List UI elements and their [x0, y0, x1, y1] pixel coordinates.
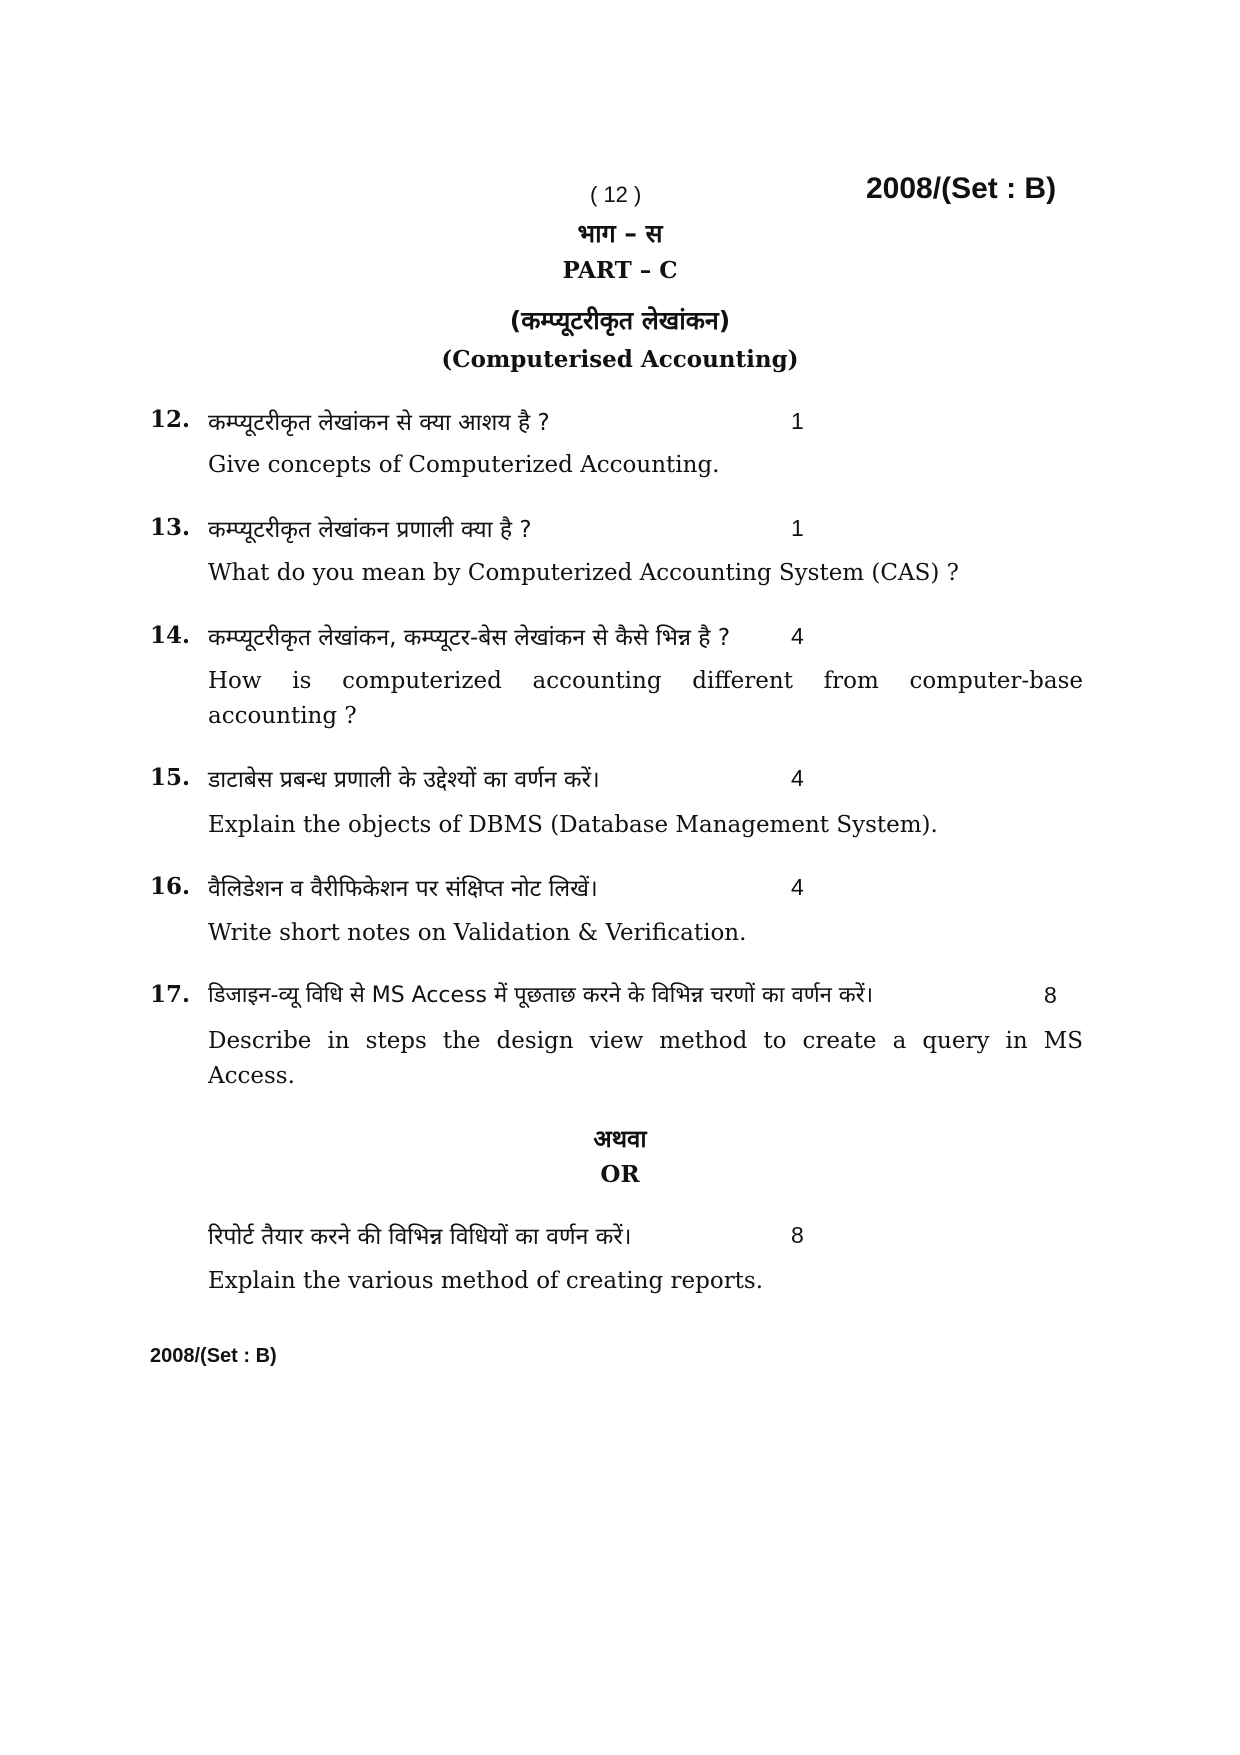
or-label-english: OR: [600, 1161, 640, 1188]
question-number: 13.: [150, 514, 191, 541]
question-text-hindi: कम्प्यूटरीकृत लेखांकन से क्या आशय है ?: [208, 410, 550, 436]
question-text-english-continued: Access.: [208, 1063, 295, 1089]
or-label-hindi: अथवा: [593, 1125, 647, 1153]
question-marks: 1: [791, 408, 804, 434]
question-text-english: Describe in steps the design view method to create a query in MS: [208, 1028, 1083, 1054]
set-code-header: 2008/(Set : B): [866, 172, 1057, 205]
question-text-hindi: डिजाइन-व्यू विधि से MS Access में पूछताछ करने के विभिन्न चरणों का वर्णन करें।: [208, 983, 874, 1008]
question-marks: 8: [1044, 982, 1057, 1008]
or-question-english: Explain the various method of creating reports.: [208, 1268, 764, 1294]
question-marks: 4: [791, 765, 804, 791]
subject-title-hindi: (कम्प्यूटरीकृत लेखांकन): [509, 306, 731, 335]
question-text-english: Give concepts of Computerized Accounting.: [208, 452, 720, 478]
question-marks: 4: [791, 874, 804, 900]
or-question-marks: 8: [791, 1222, 804, 1248]
question-number: 17.: [150, 981, 191, 1008]
question-text-english: What do you mean by Computerized Accounting System (CAS) ?: [208, 560, 959, 586]
question-number: 16.: [150, 873, 191, 900]
question-text-english-continued: accounting ?: [208, 703, 357, 729]
question-marks: 4: [791, 623, 804, 649]
question-text-hindi: डाटाबेस प्रबन्ध प्रणाली के उद्देश्यों का वर्णन करें।: [208, 767, 600, 793]
part-title-hindi: भाग – स: [577, 219, 663, 248]
question-marks: 1: [791, 515, 804, 541]
question-text-english: Explain the objects of DBMS (Database Management System).: [208, 812, 938, 838]
question-number: 12.: [150, 406, 191, 433]
question-text-hindi: कम्प्यूटरीकृत लेखांकन, कम्प्यूटर-बेस लेखांकन से कैसे भिन्न है ?: [208, 625, 731, 651]
question-text-hindi: कम्प्यूटरीकृत लेखांकन प्रणाली क्या है ?: [208, 517, 532, 543]
question-number: 14.: [150, 622, 191, 649]
subject-title-english: (Computerised Accounting): [441, 346, 799, 373]
set-code-footer: 2008/(Set : B): [150, 1345, 277, 1367]
question-text-english: Write short notes on Validation & Verification.: [208, 920, 747, 946]
question-number: 15.: [150, 764, 191, 791]
question-text-english: How is computerized accounting different from computer-base: [208, 668, 1083, 694]
page-number: ( 12 ): [590, 182, 642, 207]
or-question-hindi: रिपोर्ट तैयार करने की विभिन्न विधियों का वर्णन करें।: [208, 1224, 632, 1250]
part-title-english: PART – C: [562, 257, 678, 284]
question-text-hindi: वैलिडेशन व वैरीफिकेशन पर संक्षिप्त नोट लिखें।: [208, 876, 598, 902]
